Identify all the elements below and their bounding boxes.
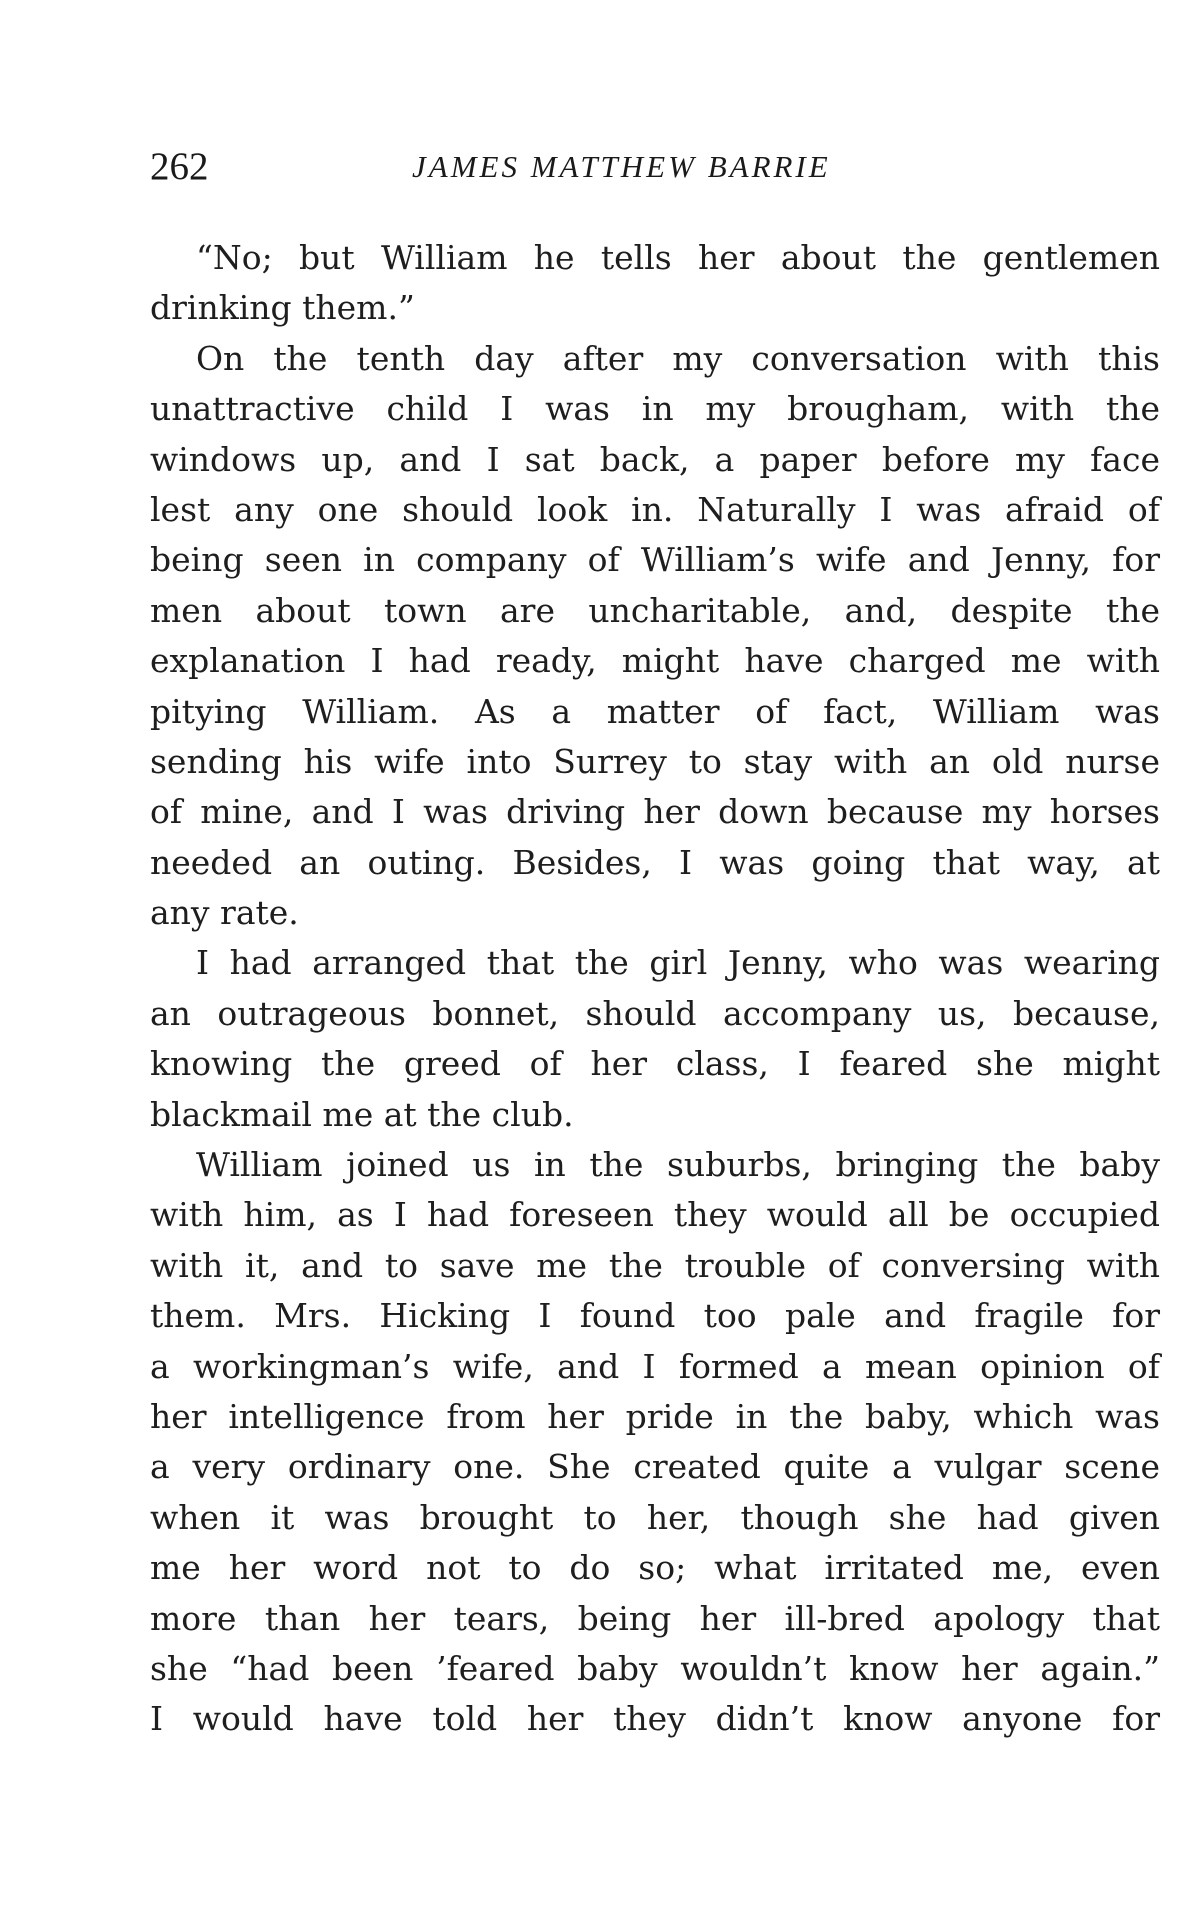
text-line: them. Mrs. Hicking I found too pale and fragile for: [150, 1296, 1160, 1336]
text-line: On the tenth day after my conversation with this: [196, 338, 1160, 378]
text-line: me her word not to do so; what irritated me, even: [150, 1548, 1160, 1588]
text-line: explanation I had ready, might have charged me with: [150, 641, 1160, 681]
text-line: any rate.: [150, 893, 299, 933]
text-line: when it was brought to her, though she had given: [150, 1497, 1160, 1537]
text-line: being seen in company of William’s wife and Jenny, for: [150, 540, 1160, 580]
running-head: [150, 142, 1170, 192]
text-line: I had arranged that the girl Jenny, who was wearing: [196, 943, 1160, 983]
text-line: William joined us in the suburbs, bringing the baby: [196, 1145, 1160, 1185]
text-line: knowing the greed of her class, I feared she might: [150, 1044, 1160, 1084]
text-line: pitying William. As a matter of fact, William was: [150, 691, 1160, 731]
text-line: lest any one should look in. Naturally I was afraid of: [150, 489, 1160, 529]
text-line: needed an outing. Besides, I was going that way, at: [150, 842, 1160, 882]
text-line: sending his wife into Surrey to stay with an old nurse: [150, 741, 1160, 781]
text-line: she “had been ’feared baby wouldn’t know her again.”: [150, 1648, 1160, 1688]
text-line: an outrageous bonnet, should accompany us, because,: [150, 993, 1160, 1033]
page-number: 262: [150, 145, 209, 188]
text-line: of mine, and I was driving her down because my horses: [150, 792, 1160, 832]
running-title: JAMES MATTHEW BARRIE: [412, 149, 831, 184]
text-line: with him, as I had foreseen they would all be occupied: [150, 1195, 1160, 1235]
text-line: drinking them.”: [150, 288, 415, 328]
text-line: unattractive child I was in my brougham, with the: [150, 389, 1160, 429]
text-line: a workingman’s wife, and I formed a mean opinion of: [150, 1346, 1160, 1386]
body-text: [150, 233, 1160, 1745]
text-line: her intelligence from her pride in the baby, which was: [150, 1396, 1160, 1436]
text-line: with it, and to save me the trouble of conversing with: [150, 1245, 1160, 1285]
text-line: a very ordinary one. She created quite a vulgar scene: [150, 1447, 1160, 1487]
text-line: I would have told her they didn’t know anyone for: [150, 1699, 1160, 1739]
text-line: blackmail me at the club.: [150, 1094, 574, 1134]
text-line: more than her tears, being her ill-bred apology that: [150, 1598, 1160, 1638]
text-line: men about town are uncharitable, and, despite the: [150, 590, 1160, 630]
text-line: windows up, and I sat back, a paper before my face: [150, 439, 1160, 479]
text-line: “No; but William he tells her about the gentlemen: [196, 238, 1160, 277]
